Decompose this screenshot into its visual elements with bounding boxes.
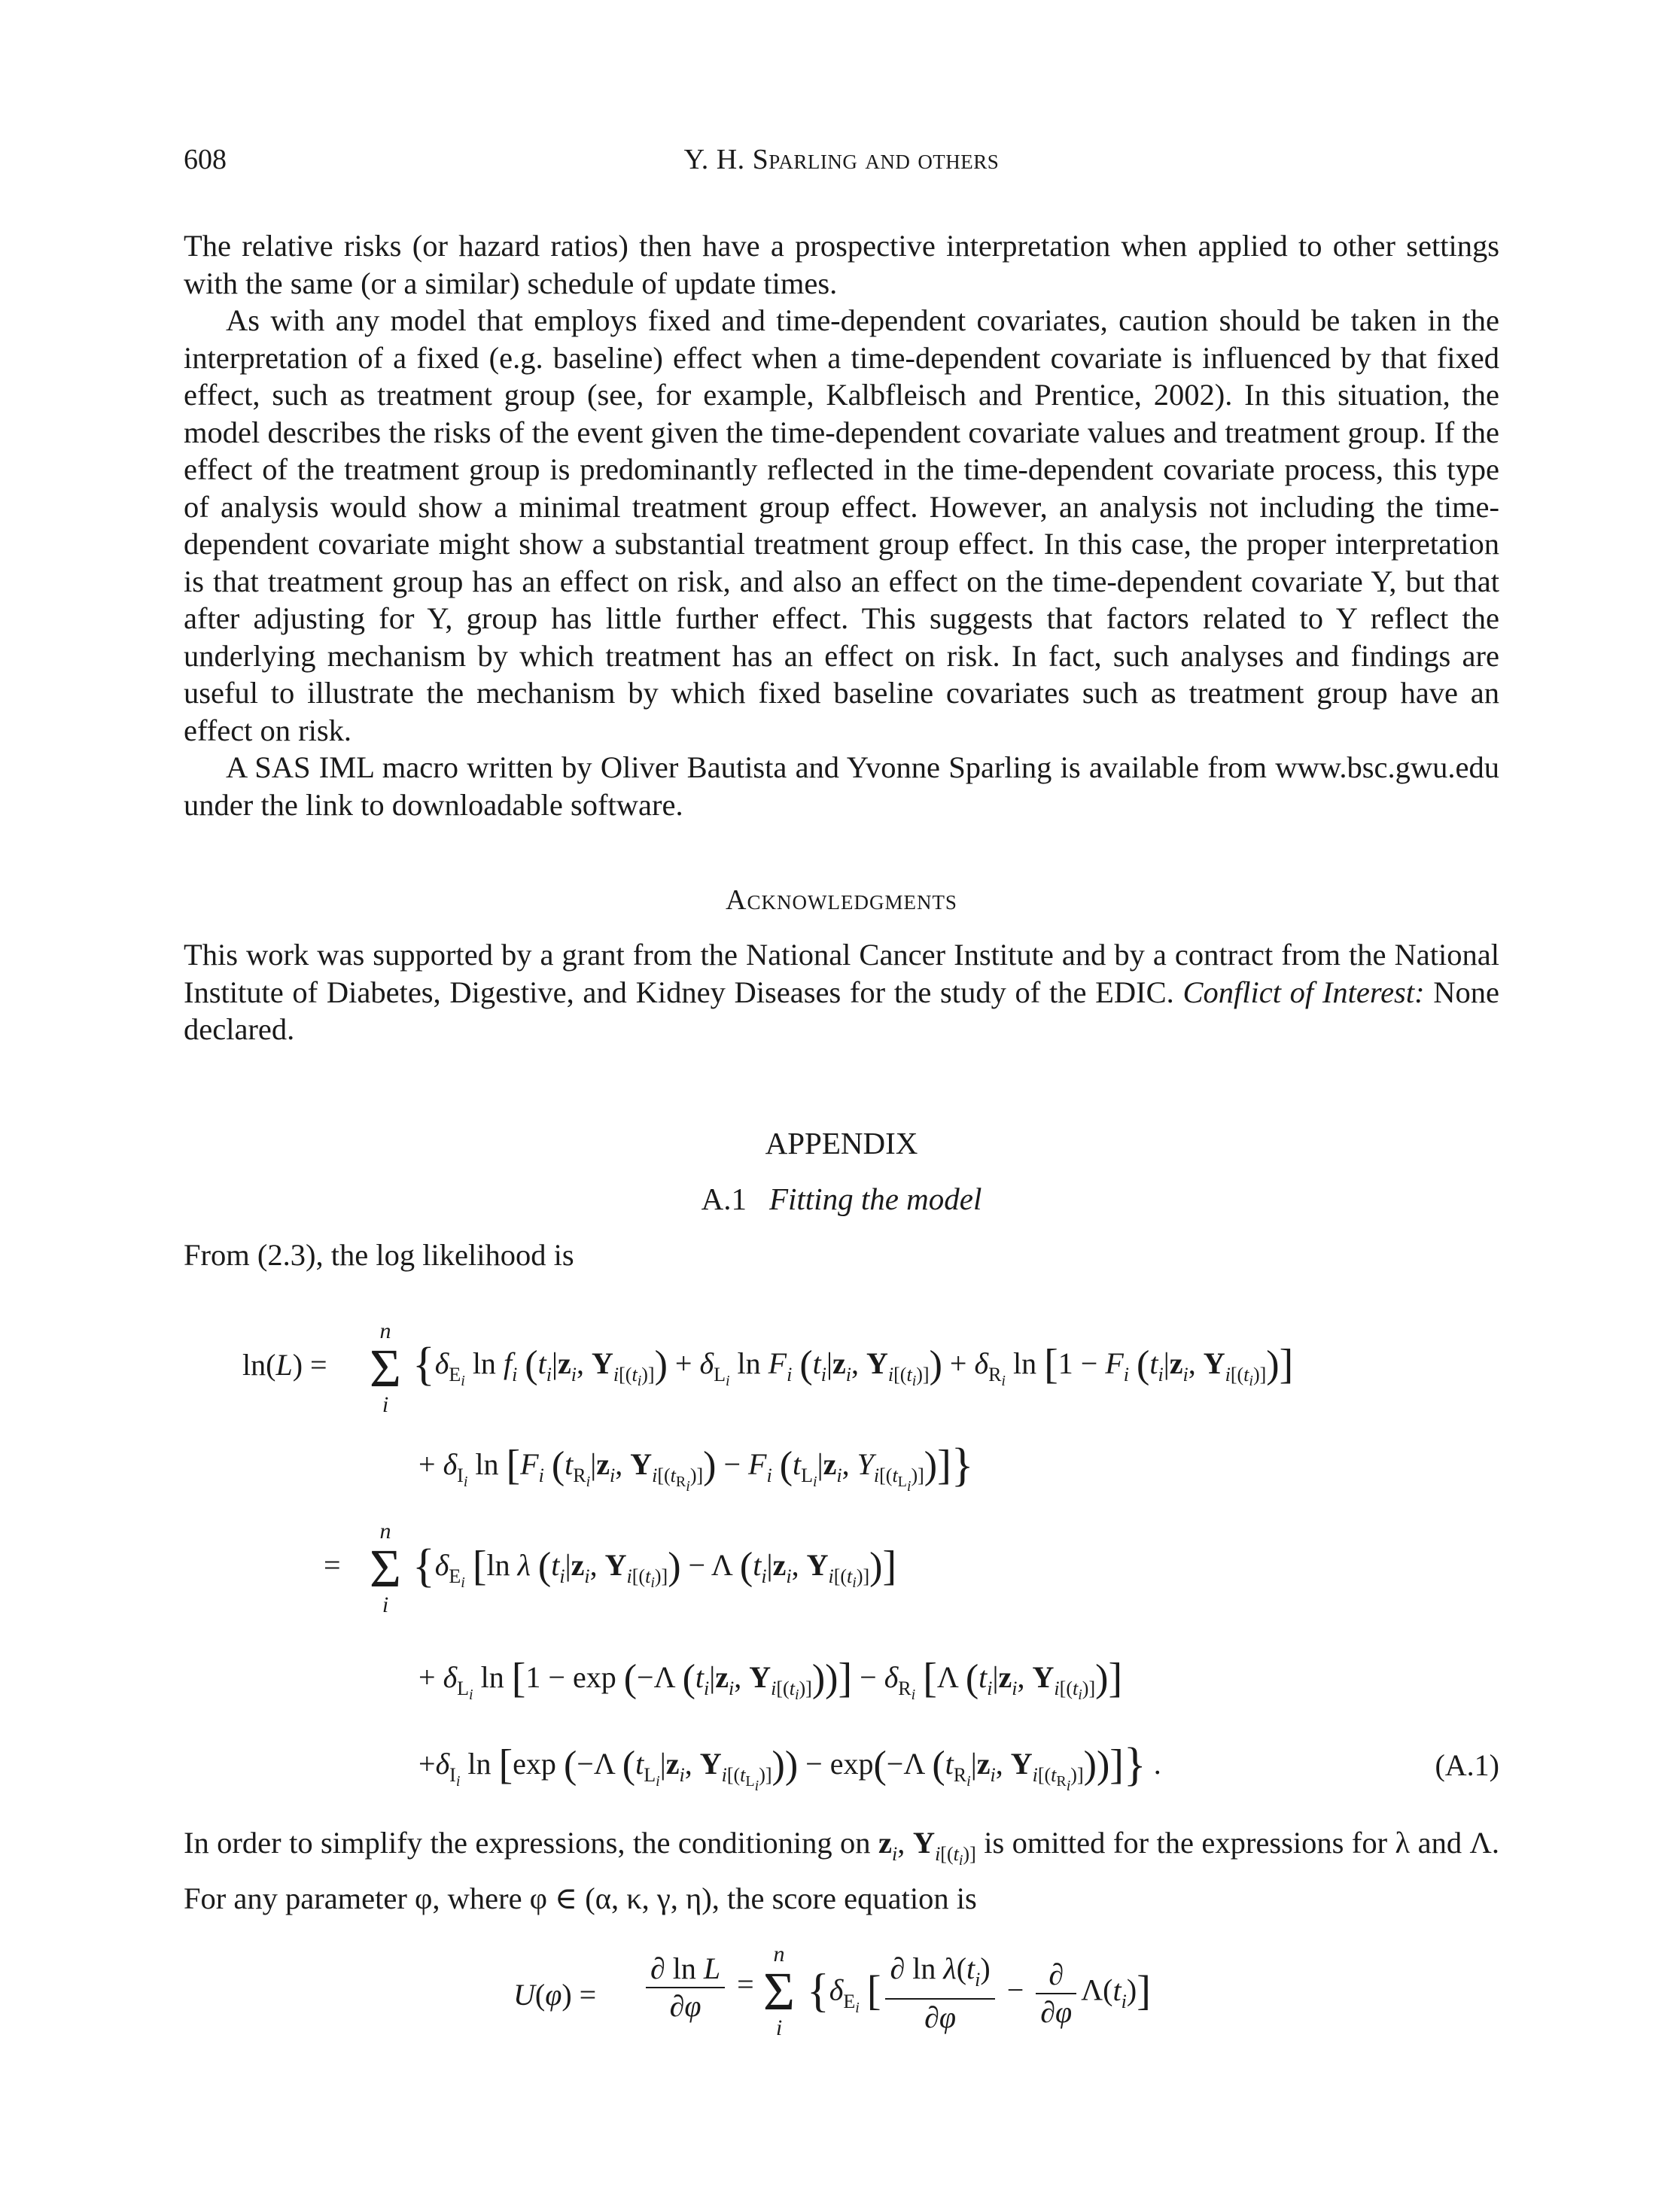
paragraph-3: A SAS IML macro written by Oliver Bautista and Yvonne Sparling is available from www.bsc.gwu.edu under the link to downloadable software. (184, 750, 1499, 822)
equation-number: (A.1) (1435, 1748, 1499, 1782)
page (184, 143, 1499, 1273)
after-equation (184, 1824, 1499, 1917)
acknowledgments-body: This work was supported by a grant from the National Cancer Institute and by a contract from the National Institute of Diabetes, Digestive, and Kidney Diseases for the study of the EDIC. (184, 938, 1499, 1009)
paragraph-2: As with any model that employs fixed and time-dependent covariates, caution should be taken in the interpretation of a fixed (e.g. baseline) effect when a time-dependent covariate is influenced by that fixed effect, such as treatment group (see, for example, Kalbfleisch and Prentice, 2002). In this situation, the model describes the risks of the event given the time-dependent covariate values and treatment group. If the effect of the treatment group is predominantly reflected in the time-dependent covariate process, this type of analysis would show a minimal treatment group effect. However, an analysis not including the time-dependent covariate might show a substantial treatment group effect. In this case, the proper interpretation is that treatment group has an effect on risk, and also an effect on the time-dependent covariate Y, but that after adjusting for Y, group has little further effect. This suggests that factors related to Y reflect the underlying mechanism by which treatment has an effect on risk. In fact, such analyses and findings are useful to illustrate the mechanism by which fixed baseline covariates such as treatment group have an effect on risk. (184, 303, 1499, 747)
paragraph-1: The relative risks (or hazard ratios) then have a prospective interpretation when applied to other settings with the same (or a similar) schedule of update times. (184, 229, 1499, 300)
after-eq-part1: In order to simplify the expressions, the conditioning on (184, 1826, 871, 1860)
eq-equals-2: = (324, 1548, 341, 1582)
score-rhs: {$\delta_{E_i}$ [ $\frac{\partial \ln \lambda(t_i)}{\partial\varphi}$ − $\frac{\partial}{\partial\varphi}$ $\Lambda(t_i)$] (807, 1951, 1151, 2034)
eq-line-4: + $\delta_{L_i}$ ln [1 − exp (−Λ ($t_i|z_i$, $Y_{i[(t_i)]}))] - \delta_{R_i}$ [Λ ($t_i|z_i$, $Y_{i[(t_i)]}$)] (418, 1655, 1123, 1703)
running-header (184, 143, 1499, 188)
appendix-heading: APPENDIX (765, 1125, 918, 1160)
eq-line-3: {$\delta_{E_i}$ [ln λ ($t_i|z_i$, $Y_{i[(t_i)]}) - \Lambda$ ($t_i|z_i$, $Y_{i[(t_i)]}$)] (412, 1541, 897, 1592)
sum-symbol-1: n Σ i (370, 1319, 401, 1417)
after-eq-part2: is omitted for the expressions for λ and Λ. For any parameter φ, where φ ∈ (α, κ, γ, η), the score equation is (184, 1826, 1500, 1915)
running-head: Y. H. Sparling and others (683, 144, 1000, 175)
eq-lhs: ln(L) = (242, 1348, 327, 1382)
acknowledgments-heading: Acknowledgments (726, 884, 957, 916)
subsection-heading (184, 1181, 1499, 1217)
score-frac-1: $\frac{\text{∂ ln L}}{\partial\varphi}$ = (641, 1951, 754, 2024)
appendix-intro: From (2.3), the log likelihood is (184, 1237, 574, 1272)
page-number: 608 (184, 144, 227, 175)
sum-symbol-3: n Σ i (763, 1942, 795, 2040)
sum-symbol-2: n Σ i (370, 1519, 401, 1617)
subsection-title: Fitting the model (768, 1181, 982, 1216)
acknowledgments-text (184, 936, 1499, 1048)
conflict-value: None declared. (184, 975, 1499, 1046)
conflict-label: Conflict of Interest: (1182, 975, 1425, 1009)
eq-line-2: + $\delta_{I_i}$ $\ln [F_i$ ($t_{R_i}|z_i$, $Y_{i[(t_{R_i})]}) - F_i$ ($t_{L_i}|z_i$, $Y_{i[(t_{L_i})]}$)]} (418, 1440, 974, 1495)
eq-line-1: {$\delta_{E_i}$ $\ln f_i$ ($t_i|z_i$, $Y_{i[(t_i)]}) + \delta_{L_i}$ $\ln F_i$ ($t_i|z_i$, $Y_{i[(t_i)]}) + \delta_{R_i}$ $\ln [1 - F_i$ ($t_i|z_i$, $Y_{i[(t_i)]}$)] (412, 1339, 1294, 1390)
subsection-number: A.1 (701, 1181, 747, 1216)
after-equation-text: In order to simplify the expressions, the conditioning on $z_i$, $Y_{i[(t_i)]}$ is omitted for the expressions for λ and Λ. For any parameter φ, where φ ∈ (α, κ, γ, η), the score equation is (184, 1826, 1500, 1915)
eq-line-5: $+\delta_{I_i}$ ln [exp (−Λ ($t_{L_i}|z_i$, $Y_{i[(t_{L_i})]})) - \exp(-\Lambda$ ($t_{R_i}|z_i$, $Y_{i[(t_{R_i})]}$))]} . (418, 1739, 1161, 1794)
score-lhs: U(φ) = (513, 1978, 597, 2012)
